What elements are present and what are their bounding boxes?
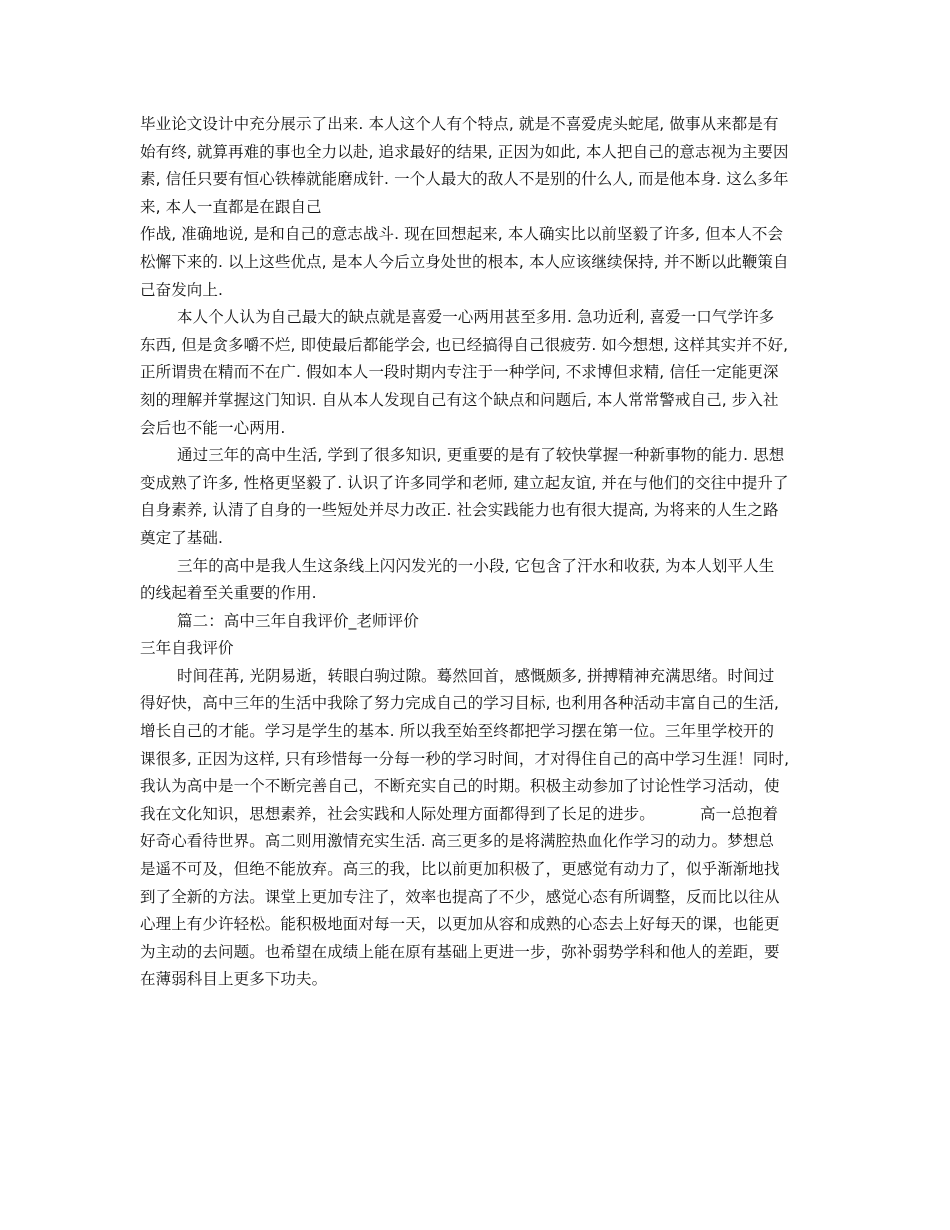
text-line: 奠定了基础. xyxy=(140,528,224,547)
text-line: 会后也不能一心两用. xyxy=(140,418,286,437)
text-line: 在薄弱科目上更多下功夫。 xyxy=(140,970,328,989)
text-line: 为主动的去问题。也希望在成绩上能在原有基础上更进一步，弥补弱势学科和他人的差距，要 xyxy=(140,942,780,961)
text-line: 课很多, 正因为这样, 只有珍惜每一分每一秒的学习时间，才对得住自己的高中学习生涯！同时, xyxy=(140,749,790,768)
document-body xyxy=(140,111,815,994)
text-line: 时间荏苒, 光阴易逝，转眼白驹过隙。蓦然回首，感慨颇多, 拼搏精神充满思绪。时间过 xyxy=(177,666,775,685)
text-line: 通过三年的高中生活, 学到了很多知识, 更重要的是有了较快掌握一种新事物的能力. 思想 xyxy=(177,446,785,465)
text-line: 作战, 准确地说, 是和自己的意志战斗. 现在回想起来, 本人确实比以前坚毅了许多, 但本人不会 xyxy=(140,225,784,244)
text-line: 三年自我评价 xyxy=(140,639,234,658)
text-line: 心理上有少许轻松。能积极地面对每一天，以更加从容和成熟的心态去上好每天的课，也能更 xyxy=(140,915,780,934)
text-line: 增长自己的才能。学习是学生的基本. 所以我至始至终都把学习摆在第一位。三年里学校开的 xyxy=(140,722,775,741)
text-line: 正所谓贵在精而不在广. 假如本人一段时期内专注于一种学问, 不求博但求精, 信任一定能更深 xyxy=(140,363,779,382)
text-line: 本人个人认为自己最大的缺点就是喜爱一心两用甚至多用. 急功近利, 喜爱一口气学许多 xyxy=(177,308,775,327)
text-line: 来, 本人一直都是在跟自己 xyxy=(140,197,322,216)
text-line: 我在文化知识，思想素养，社会实践和人际处理方面都得到了长足的进步。 高一总抱着 xyxy=(140,804,779,823)
text-line: 三年的高中是我人生这条线上闪闪发光的一小段, 它包含了汗水和收获, 为本人划平人生 xyxy=(177,556,775,575)
text-line: 己奋发向上. xyxy=(140,280,224,299)
text-line: 东西, 但是贪多嚼不烂, 即使最后都能学会, 也已经搞得自己很疲劳. 如今想想, 这样其实并不好, xyxy=(140,335,789,354)
text-line: 篇二：高中三年自我评价_老师评价 xyxy=(177,611,419,630)
text-line: 毕业论文设计中充分展示了出来. 本人这个人有个特点, 就是不喜爱虎头蛇尾, 做事从来都是有 xyxy=(140,115,779,133)
text-line: 素, 信任只要有恒心铁棒就能磨成针. 一个人最大的敌人不是别的什么人, 而是他本身. 这么多年 xyxy=(140,170,789,189)
text-line: 始有终, 就算再难的事也全力以赴, 追求最好的结果, 正因为如此, 本人把自己的意志视为主要因 xyxy=(140,142,789,161)
text-line: 自身素养, 认清了自身的一些短处并尽力改正. 社会实践能力也有很大提高, 为将来的人生之路 xyxy=(140,501,779,520)
text-line: 我认为高中是一个不断完善自己，不断充实自己的时期。积极主动参加了讨论性学习活动，使 xyxy=(140,777,780,796)
text-line: 刻的理解并掌握这门知识. 自从本人发现自己有这个缺点和问题后, 本人常常警戒自己, 步入社 xyxy=(140,390,779,409)
text-line: 得好快，高中三年的生活中我除了努力完成自己的学习目标, 也利用各种活动丰富自己的生活, xyxy=(140,694,780,713)
text-line: 好奇心看待世界。高二则用激情充实生活. 高三更多的是将满腔热血化作学习的动力。梦想总 xyxy=(140,832,775,851)
text-line: 松懈下来的. 以上这些优点, 是本人今后立身处世的根本, 本人应该继续保持, 并不断以此鞭策自 xyxy=(140,252,789,271)
text-line: 到了全新的方法。课堂上更加专注了，效率也提高了不少，感觉心态有所调整，反而比以往从 xyxy=(140,887,780,906)
text-line: 的线起着至关重要的作用. xyxy=(140,584,317,603)
text-line: 是遥不可及，但绝不能放弃。高三的我，比以前更加积极了，更感觉有动力了，似乎渐渐地找 xyxy=(140,860,780,879)
text-line: 变成熟了许多, 性格更坚毅了. 认识了许多同学和老师, 建立起友谊, 并在与他们的交往中提升了 xyxy=(140,473,789,492)
